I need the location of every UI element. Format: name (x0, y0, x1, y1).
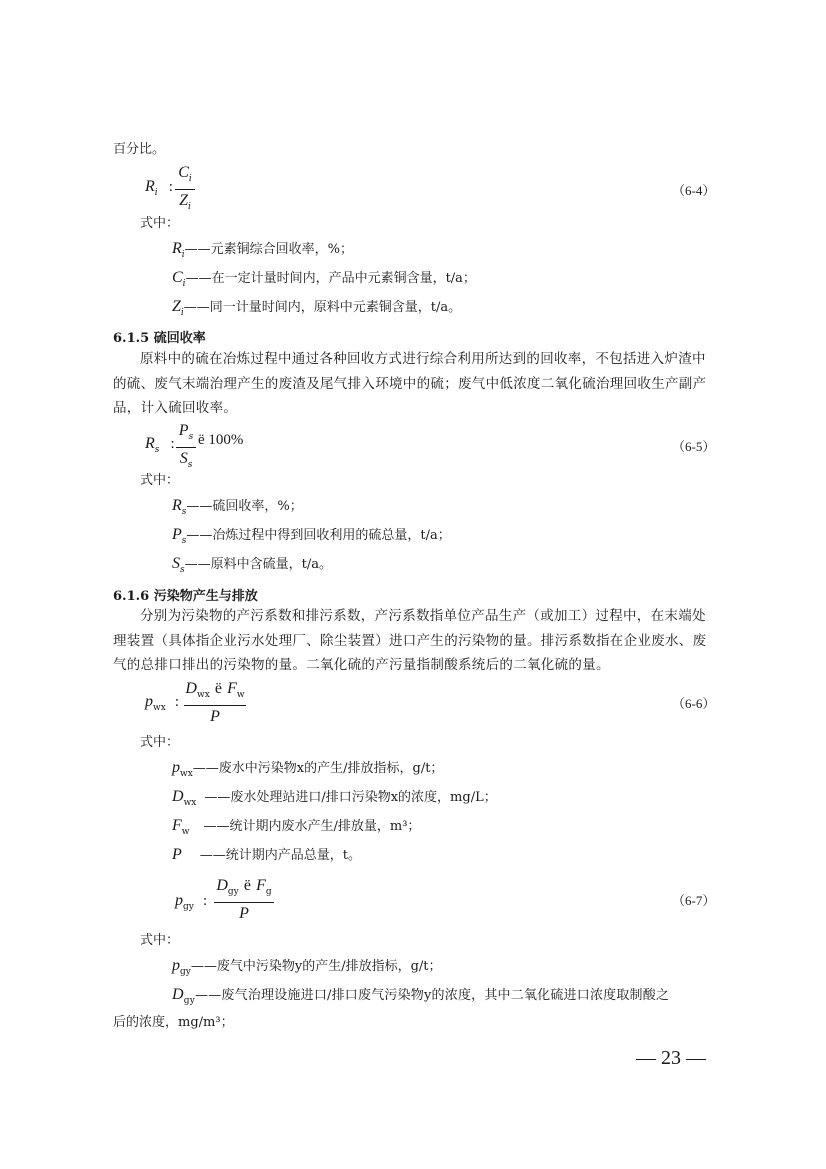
where-label-4: 式中： (140, 933, 180, 948)
top-line: 百分比。 (113, 142, 166, 157)
eq-6-6-number: （6-6） (672, 696, 716, 711)
eq-6-4-fraction: $C_i$ $Z_i$ (175, 163, 195, 216)
definition-r-s: $R_s——$硫回收率，%； (172, 497, 303, 517)
eq-6-7-lhs: $p_{gy}$ : (175, 892, 208, 912)
definition-d-wx: $D_{wx}$ ——废水处理站进口/排口污染物x的浓度，mg/L； (172, 788, 497, 808)
definition-continuation: 后的浓度，mg/m³； (113, 1015, 234, 1030)
definition-c-i: $C_i——$在一定计量时间内，产品中元素铜含量，t/a； (172, 269, 476, 289)
eq-6-5-multiplier: ë 100% (198, 432, 244, 448)
eq-6-5-fraction: $P_s$ $S_s$ (176, 421, 196, 474)
section-heading-6-1-5: 6.1.5 硫回收率 (113, 331, 206, 346)
definition-p-wx: $p_{wx}——$废水中污染物x的产生/排放指标，g/t； (172, 759, 444, 779)
eq-6-6-lhs: $p_{wx}$ : (145, 693, 180, 713)
definition-d-gy: $D_{gy}——$废气治理设施进口/排口废气污染物y的浓度，其中二氧化硫进口浓度取制酸之 (172, 986, 670, 1006)
definition-p-s: $P_s——$冶炼过程中得到回收利用的硫总量，t/a； (172, 526, 451, 546)
definition-p-gy: $p_{gy}——$废气中污染物y的产生/排放指标，g/t； (172, 957, 442, 977)
eq-6-5-number: （6-5） (672, 439, 716, 454)
eq-6-7-number: （6-7） (672, 893, 716, 908)
paragraph-6-1-6: 分别为污染物的产污系数和排污系数，产污系数指单位产品生产（或加工）过程中，在末端处理装置（具体指企业污水处理厂、除尘装置）进口产生的污染物的量。排污系数指在企业废水、废气的总排口排出的污染物的量。二氧化硫的产污量指制酸系统后的二氧化硫的量。 (113, 608, 707, 673)
where-label-3: 式中： (140, 735, 180, 750)
section-heading-6-1-6: 6.1.6 污染物产生与排放 (113, 589, 258, 604)
where-label-2: 式中： (140, 473, 180, 488)
eq-6-5-lhs: $R_s$ : (145, 435, 175, 455)
eq-6-6-fraction: $D_{wx}$ ë $F_w$ P (185, 680, 245, 725)
definition-f-w: $F_w$ ——统计期内废水产生/排放量，m³； (172, 817, 421, 837)
definition-p: P ——统计期内产品总量，t。 (172, 846, 362, 863)
eq-6-7-fraction: $D_{gy}$ ë $F_g$ P (214, 876, 274, 923)
definition-z-i: $Z_i——$同一计量时间内，原料中元素铜含量，t/a。 (172, 298, 462, 318)
paragraph-6-1-5: 原料中的硫在冶炼过程中通过各种回收方式进行综合利用所达到的回收率，不包括进入炉渣中的硫、废气末端治理产生的废渣及尾气排入环境中的硫；废气中低浓度二氧化硫治理回收生产副产品，计入硫回收率。 (113, 351, 707, 416)
page-number: — 23 — (636, 1047, 706, 1069)
eq-6-4-number: （6-4） (672, 183, 716, 198)
definition-r-i: $R_i——$元素铜综合回收率，%； (172, 240, 354, 260)
eq-6-4-lhs: $R_i$ : (145, 178, 173, 198)
definition-s-s: $S_s——$原料中含硫量，t/a。 (172, 555, 332, 575)
where-label-1: 式中： (140, 216, 180, 231)
